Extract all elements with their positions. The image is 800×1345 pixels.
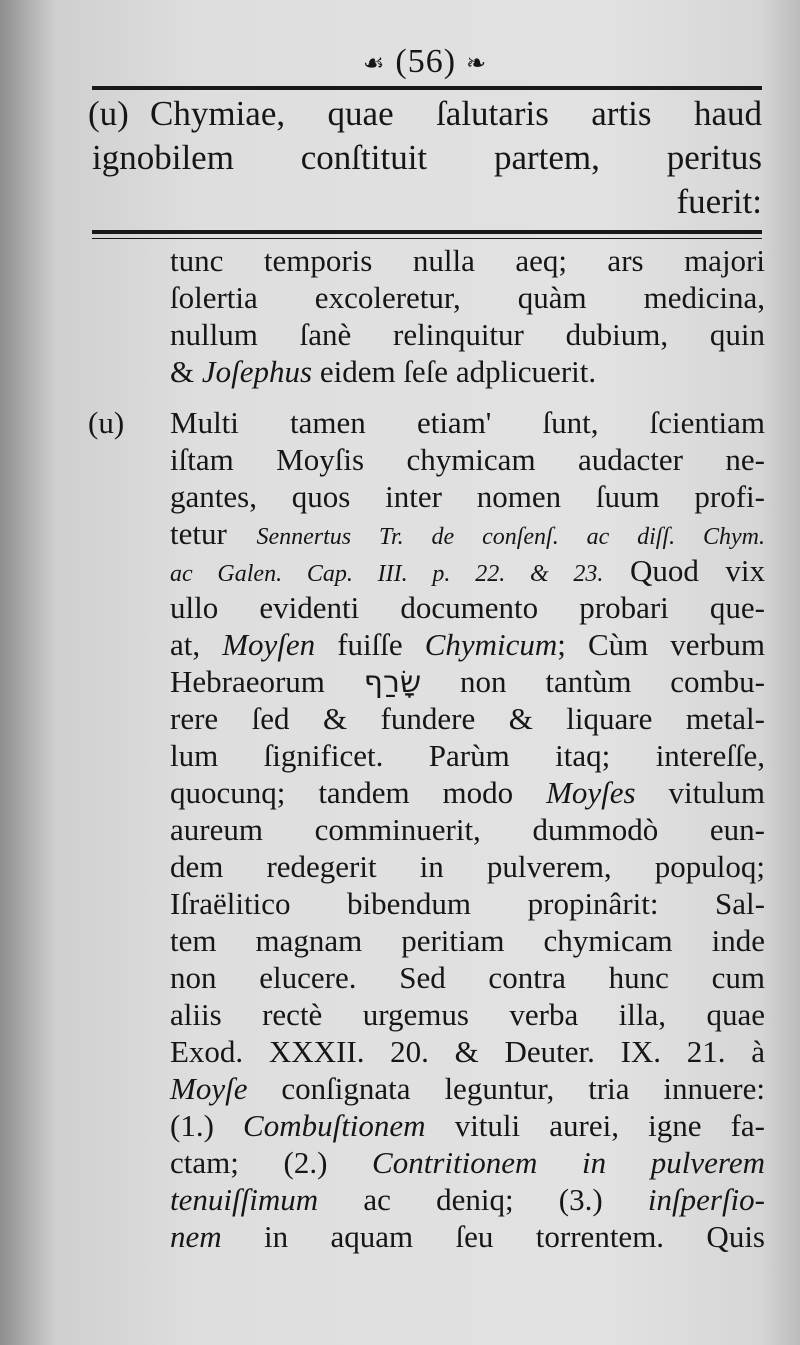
footnote-line: dem redegerit in pulverem, populoq; <box>170 849 765 884</box>
footnote-line: Moyſe conſignata leguntur, tria innuere: <box>170 1071 765 1106</box>
footnote-line: Exod. XXXII. 20. & Deuter. IX. 21. à <box>170 1034 765 1069</box>
footnote-line: ullo evidenti documento probari que- <box>170 590 765 625</box>
footnote-line: quocunq; tandem modo Moyſes vitulum <box>170 775 766 810</box>
page-header <box>90 38 760 86</box>
footnote-line: tem magnam peritiam chymicam inde <box>170 923 765 958</box>
body-line: nullum ſanè relinquitur dubium, quin <box>170 317 765 352</box>
footnote-line: (1.) Combuſtionem vituli aurei, igne fa- <box>170 1108 765 1143</box>
footnote-line: iſtam Moyſis chymicam audacter ne- <box>170 442 765 477</box>
ornament-right-icon: ❧ <box>466 51 488 78</box>
footnote-line: tetur Sennertus Tr. de conſenſ. ac diſſ. Chym. <box>170 516 765 551</box>
footnote-line: lum ſignificet. Parùm itaq; intereſſe, <box>170 738 765 773</box>
body-line: ſolertia excoleretur, quàm medicina, <box>170 280 765 315</box>
footnote-line: aureum comminuerit, dummodò eun- <box>170 812 765 847</box>
top-footnote-line: fuerit: <box>676 182 762 221</box>
footnote-line: Multi tamen etiam' ſunt, ſcientiam <box>170 405 765 440</box>
section-rule-thin <box>92 238 762 239</box>
footnote-line: aliis rectè urgemus verba illa, quae <box>170 997 765 1032</box>
footnote-line: at, Moyſen fuiſſe Chymicum; Cùm verbum <box>170 627 766 662</box>
top-footnote-line: Chymiae, quae ſalutaris artis haud <box>150 94 762 133</box>
footnote-line: non elucere. Sed contra hunc cum <box>170 960 765 995</box>
ornament-left-icon: ☙ <box>362 51 386 78</box>
footnote-line: gantes, quos inter nomen ſuum profi- <box>170 479 765 514</box>
page-number: (56) <box>395 43 457 80</box>
body-name-josephus: Joſephus <box>201 354 313 389</box>
footnote-line: tenuiſſimum ac deniq; (3.) inſperſio- <box>170 1182 765 1217</box>
body-line: & Joſephus eidem ſeſe adplicuerit. <box>170 354 597 389</box>
top-footnote-marker: (u) <box>88 94 129 133</box>
footnote-line: ctam; (2.) Contritionem in pulverem <box>170 1145 765 1180</box>
footnote-u-marker: (u) <box>88 405 125 440</box>
body-line: tunc temporis nulla aeq; ars majori <box>170 243 765 278</box>
footnote-line: Hebraeorum שָׂרַף non tantùm combu- <box>170 664 765 700</box>
top-footnote-line: ignobilem conſtituit partem, peritus <box>92 138 762 177</box>
section-rule <box>92 230 762 234</box>
footnote-line: Iſraëlitico bibendum propinârit: Sal- <box>170 886 765 921</box>
footnote-line: rere ſed & fundere & liquare metal- <box>170 701 765 736</box>
footnote-line: nem in aquam ſeu torrentem. Quis <box>170 1219 765 1254</box>
hebrew-word: שָׂרַף <box>363 665 422 700</box>
header-rule <box>92 86 762 90</box>
footnote-line: ac Galen. Cap. III. p. 22. & 23. Quod vix <box>170 553 765 588</box>
